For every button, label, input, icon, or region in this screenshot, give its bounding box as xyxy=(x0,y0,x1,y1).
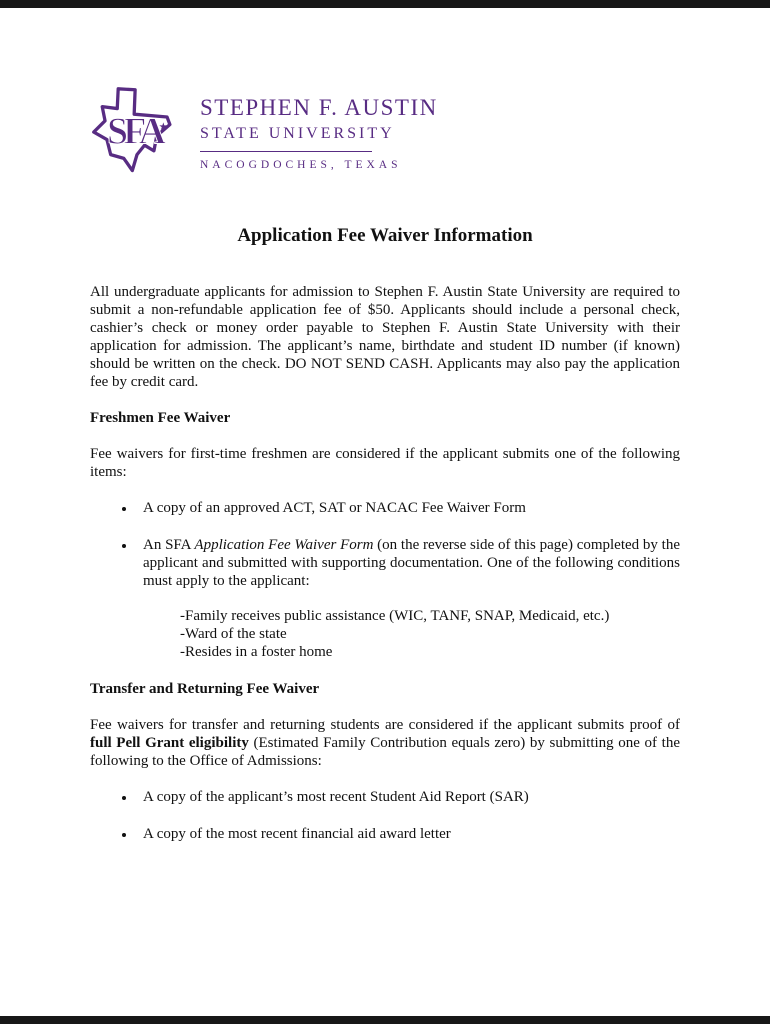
document-page xyxy=(0,8,770,1016)
bullet-item-award-letter xyxy=(136,825,680,843)
text-segment: (Estimated Family Contribution equals zero) by submitting one of the following to the Office of Admissions: xyxy=(90,735,680,769)
bullet-text: A copy of the most recent financial aid award letter xyxy=(143,826,451,842)
transfer-intro-paragraph xyxy=(90,716,680,770)
bottom-border xyxy=(0,1016,770,1024)
form-name-italic: Application Fee Waiver Form xyxy=(194,537,374,553)
university-name: STEPHEN F. AUSTIN xyxy=(200,95,438,120)
freshmen-bullet-list xyxy=(90,499,680,661)
wordmark xyxy=(200,85,438,171)
university-masthead xyxy=(90,85,680,181)
text-segment: (on the reverse side of this page) completed by the applicant and submitted with supporting documentation. One of the following conditions must apply to the applicant: xyxy=(143,537,680,589)
wordmark-divider xyxy=(200,151,372,152)
bullet-item-sar xyxy=(136,788,680,806)
freshmen-section-heading: Freshmen Fee Waiver xyxy=(90,410,231,426)
condition-item-public-assistance: -Family receives public assistance (WIC, TANF, SNAP, Medicaid, etc.) xyxy=(180,608,610,624)
bullet-item-sfa-form xyxy=(136,536,680,661)
transfer-section-heading: Transfer and Returning Fee Waiver xyxy=(90,681,320,697)
bullet-text xyxy=(143,537,680,589)
university-location: NACOGDOCHES, TEXAS xyxy=(200,159,402,171)
condition-list xyxy=(180,607,680,661)
pell-grant-bold: full Pell Grant eligibility xyxy=(90,735,249,751)
freshmen-intro-paragraph: Fee waivers for first-time freshmen are considered if the applicant submits one of the following items: xyxy=(90,446,680,480)
sfa-logo-letters: SFA xyxy=(107,111,162,153)
transfer-bullet-list xyxy=(90,788,680,843)
top-border xyxy=(0,0,770,8)
text-segment: An SFA xyxy=(143,537,195,553)
university-subtitle: STATE UNIVERSITY xyxy=(200,125,395,142)
condition-item-ward-of-state: -Ward of the state xyxy=(180,626,287,642)
sfa-logo xyxy=(90,85,184,181)
condition-item-foster-home: -Resides in a foster home xyxy=(180,644,333,660)
star-icon: ★ xyxy=(158,122,168,134)
bullet-text: A copy of the applicant’s most recent Student Aid Report (SAR) xyxy=(143,789,529,805)
bullet-text: A copy of an approved ACT, SAT or NACAC Fee Waiver Form xyxy=(143,500,526,516)
document-title: Application Fee Waiver Information xyxy=(237,225,533,246)
intro-paragraph: All undergraduate applicants for admission to Stephen F. Austin State University are required to submit a non-refundable application fee of $50. Applicants should include a personal check, cashier’s check or money order payable to Stephen F. Austin State University with their application for admission. The applicant’s name, birthdate and student ID number (if known) should be written on the check. DO NOT SEND CASH. Applicants may also pay the application fee by credit card. xyxy=(90,284,680,390)
bullet-item-act-sat-nacac xyxy=(136,499,680,517)
text-segment: Fee waivers for transfer and returning students are considered if the applicant submits proof of xyxy=(90,717,680,733)
